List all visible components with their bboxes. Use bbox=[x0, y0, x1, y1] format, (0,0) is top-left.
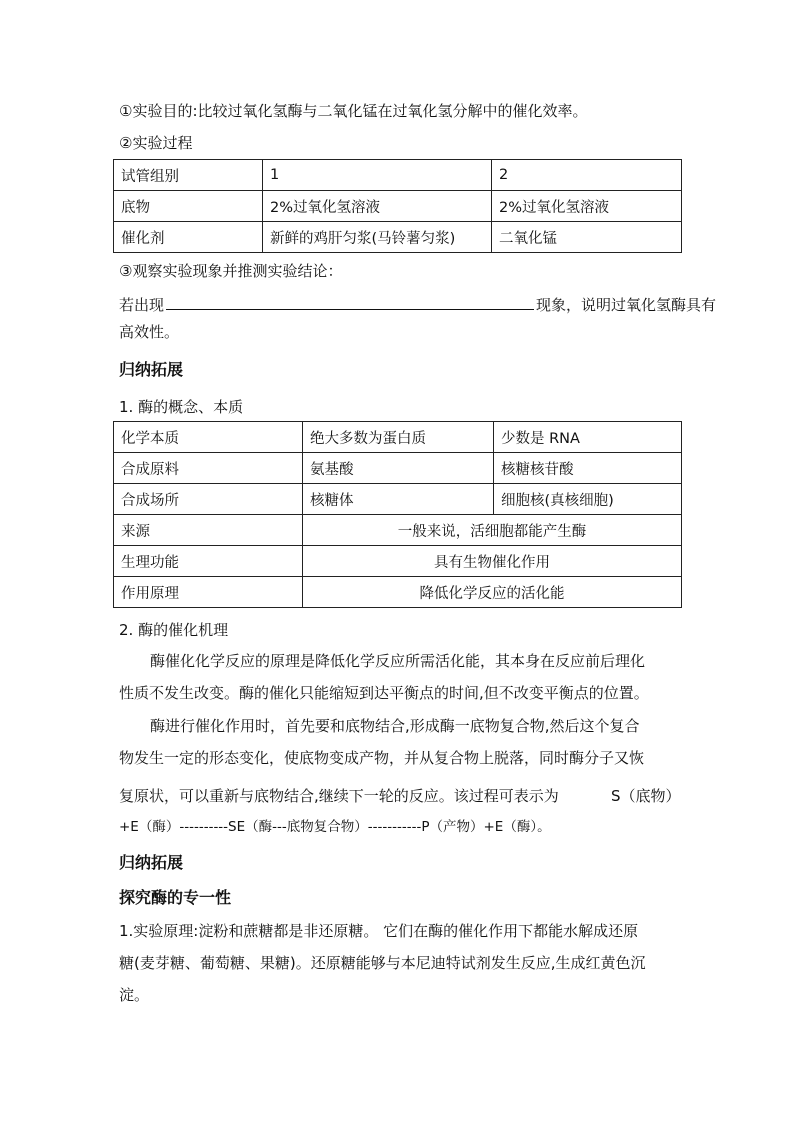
table-row bbox=[114, 453, 682, 484]
table-cell: 二氧化锰 bbox=[492, 222, 682, 253]
table-cell-merged: 一般来说，活细胞都能产生酶 bbox=[303, 515, 682, 546]
table-cell-merged: 降低化学反应的活化能 bbox=[303, 577, 682, 608]
table-row bbox=[114, 577, 682, 608]
fill-in-sentence bbox=[119, 292, 716, 315]
table-cell: 底物 bbox=[114, 191, 263, 222]
reaction-equation: +E（酶）----------SE（酶---底物复合物）-----------P（产物）+E（酶）。 bbox=[119, 819, 551, 835]
table-row bbox=[114, 160, 682, 191]
table-cell: 2%过氧化氢溶液 bbox=[492, 191, 682, 222]
table-cell: 核糖核苷酸 bbox=[494, 453, 682, 484]
aim-item: ①实验目的:比较过氧化氢酶与二氧化锰在过氧化氢分解中的催化效率。 bbox=[119, 102, 588, 120]
table-row bbox=[114, 515, 682, 546]
paragraph-line-tail: S（底物） bbox=[611, 787, 681, 805]
table-cell: 催化剂 bbox=[114, 222, 263, 253]
table-row bbox=[114, 191, 682, 222]
paragraph-line: 酶进行催化作用时，首先要和底物结合,形成酶一底物复合物,然后这个复合 bbox=[150, 717, 640, 735]
table-cell: 来源 bbox=[114, 515, 303, 546]
table-cell-merged: 具有生物催化作用 bbox=[303, 546, 682, 577]
paragraph-line: 1.实验原理:淀粉和蔗糖都是非还原糖。 它们在酶的催化作用下都能水解成还原 bbox=[119, 922, 639, 940]
fill-blank bbox=[166, 292, 534, 310]
table-row bbox=[114, 222, 682, 253]
observe-item: ③观察实验现象并推测实验结论： bbox=[119, 262, 343, 280]
fill-sentence-end: 高效性。 bbox=[119, 323, 180, 341]
experiment-table bbox=[113, 159, 682, 253]
table-cell: 试管组别 bbox=[114, 160, 263, 191]
table-cell: 核糖体 bbox=[303, 484, 494, 515]
paragraph-line: 物发生一定的形态变化，使底物变成产物，并从复合物上脱落，同时酶分子又恢 bbox=[119, 749, 645, 767]
table-cell: 2%过氧化氢溶液 bbox=[263, 191, 492, 222]
table-cell: 氨基酸 bbox=[303, 453, 494, 484]
table-cell: 作用原理 bbox=[114, 577, 303, 608]
table-cell: 2 bbox=[492, 160, 682, 191]
fill-suffix: 现象，说明过氧化氢酶具有 bbox=[536, 296, 717, 314]
table-cell: 细胞核(真核细胞) bbox=[494, 484, 682, 515]
table-cell: 合成原料 bbox=[114, 453, 303, 484]
table-cell: 绝大多数为蛋白质 bbox=[303, 422, 494, 453]
table-cell: 新鲜的鸡肝匀浆(马铃薯匀浆) bbox=[263, 222, 492, 253]
section-heading: 归纳拓展 bbox=[119, 853, 184, 872]
table-row bbox=[114, 546, 682, 577]
table-cell: 1 bbox=[263, 160, 492, 191]
subheading-enzyme-concept: 1. 酶的概念、本质 bbox=[119, 398, 244, 416]
section-heading: 归纳拓展 bbox=[119, 360, 184, 379]
table-row bbox=[114, 484, 682, 515]
table-cell: 生理功能 bbox=[114, 546, 303, 577]
fill-prefix: 若出现 bbox=[119, 296, 165, 314]
paragraph-line: 淀。 bbox=[119, 986, 150, 1004]
enzyme-nature-table bbox=[113, 421, 682, 608]
paragraph-line: 复原状，可以重新与底物结合,继续下一轮的反应。该过程可表示为 bbox=[119, 787, 559, 805]
subsection-heading: 探究酶的专一性 bbox=[119, 888, 232, 907]
table-cell: 化学本质 bbox=[114, 422, 303, 453]
paragraph-line: 性质不发生改变。酶的催化只能缩短到达平衡点的时间,但不改变平衡点的位置。 bbox=[119, 684, 649, 702]
paragraph-line: 糖(麦芽糖、葡萄糖、果糖)。还原糖能够与本尼迪特试剂发生反应,生成红黄色沉 bbox=[119, 954, 646, 972]
paragraph-line: 酶催化化学反应的原理是降低化学反应所需活化能，其本身在反应前后理化 bbox=[150, 652, 646, 670]
table-row bbox=[114, 422, 682, 453]
subheading-catalysis-mechanism: 2. 酶的催化机理 bbox=[119, 621, 229, 639]
process-item: ②实验过程 bbox=[119, 134, 193, 152]
table-cell: 少数是 RNA bbox=[494, 422, 682, 453]
table-cell: 合成场所 bbox=[114, 484, 303, 515]
